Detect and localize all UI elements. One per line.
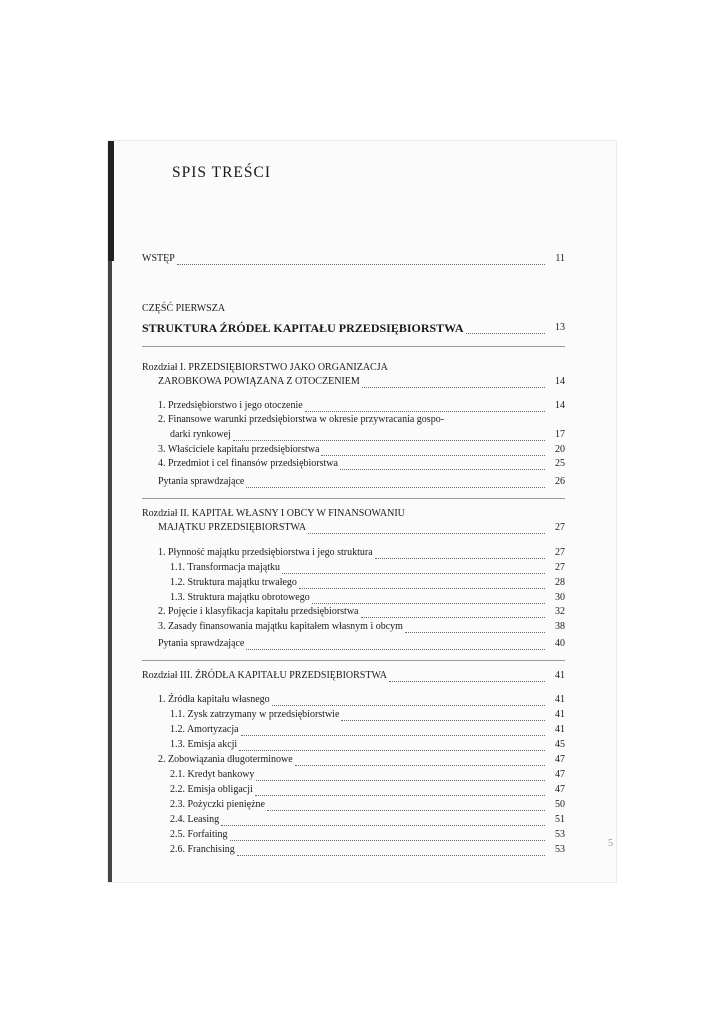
dot-leader [256, 771, 545, 781]
dot-leader [466, 324, 545, 334]
dot-leader [239, 741, 545, 751]
dot-leader [295, 756, 545, 766]
toc-entry-page: 27 [555, 522, 565, 533]
toc-entry-label: MAJĄTKU PRZEDSIĘBIORSTWA [158, 522, 307, 533]
toc-entry-label: 2.5. Forfaiting [170, 829, 228, 840]
dot-leader [255, 786, 545, 796]
toc-entry [158, 400, 565, 412]
dot-leader [362, 378, 545, 388]
dot-leader [237, 846, 545, 856]
toc-entry-page: 25 [555, 458, 565, 469]
toc-entry-label: 1.1. Zysk zatrzymany w przedsiębiorstwie [170, 709, 340, 720]
dot-leader [246, 478, 545, 488]
margin-mark: 5 [608, 838, 613, 849]
toc-entry [158, 547, 565, 559]
toc-entry-label: 1.1. Transformacja majątku [170, 562, 280, 573]
toc-entry [170, 799, 565, 811]
chapter-1-heading-cont [158, 376, 565, 388]
toc-entry [158, 606, 565, 618]
dot-leader [405, 623, 545, 633]
toc-entry-page: 40 [555, 638, 565, 649]
dot-leader [241, 726, 545, 736]
toc-entry-label: 2. Zobowiązania długoterminowe [158, 754, 293, 765]
toc-entry-questions [158, 476, 565, 488]
chapter-1-heading: Rozdział I. PRZEDSIĘBIORSTWO JAKO ORGANIZACJA [142, 362, 388, 373]
dot-leader [308, 524, 545, 534]
toc-entry [170, 709, 565, 721]
part-heading: CZĘŚĆ PIERWSZA [142, 303, 226, 314]
dot-leader [305, 402, 545, 412]
toc-entry [170, 829, 565, 841]
toc-entry [170, 562, 565, 574]
toc-entry-label: 2.3. Pożyczki pieniężne [170, 799, 265, 810]
dot-leader [177, 255, 545, 265]
dot-leader [321, 446, 545, 456]
toc-entry-page: 32 [555, 606, 565, 617]
toc-entry [170, 844, 565, 856]
toc-entry-page: 41 [555, 694, 565, 705]
dot-leader [221, 816, 545, 826]
toc-entry [170, 769, 565, 781]
toc-entry-page: 47 [555, 784, 565, 795]
dot-leader [272, 696, 545, 706]
toc-entry [170, 724, 565, 736]
chapter-3-heading [142, 670, 565, 682]
toc-entry-label: 1. Płynność majątku przedsiębiorstwa i jego struktura [158, 547, 373, 558]
toc-entry-label: Pytania sprawdzające [158, 638, 245, 649]
toc-entry-page: 17 [555, 429, 565, 440]
toc-entry-label: 1. Źródła kapitału własnego [158, 694, 270, 705]
toc-entry-label: 2.2. Emisja obligacji [170, 784, 253, 795]
toc-entry-page: 41 [555, 709, 565, 720]
toc-entry [158, 444, 565, 456]
toc-entry-page: 41 [555, 724, 565, 735]
toc-entry-label: 1. Przedsiębiorstwo i jego otoczenie [158, 400, 303, 411]
toc-entry-label: Rozdział III. ŹRÓDŁA KAPITAŁU PRZEDSIĘBIORSTWA [142, 670, 388, 681]
toc-entry-page: 27 [555, 562, 565, 573]
toc-entry [158, 754, 565, 766]
toc-entry [158, 458, 565, 470]
toc-entry-page: 26 [555, 476, 565, 487]
toc-entry-page: 41 [555, 670, 565, 681]
dot-leader [389, 672, 545, 682]
toc-entry-page: 11 [555, 253, 565, 264]
toc-entry-page: 27 [555, 547, 565, 558]
toc-entry-questions [158, 638, 565, 650]
section-divider [142, 346, 565, 347]
toc-entry [170, 739, 565, 751]
toc-entry [170, 592, 565, 604]
toc-entry [158, 694, 565, 706]
dot-leader [299, 579, 545, 589]
dot-leader [267, 801, 545, 811]
toc-entry [170, 429, 565, 441]
toc-entry-label: ZAROBKOWA POWIĄZANA Z OTOCZENIEM [158, 376, 360, 387]
toc-entry-label: 2.4. Leasing [170, 814, 220, 825]
toc-entry-page: 47 [555, 769, 565, 780]
toc-entry-page: 14 [555, 376, 565, 387]
toc-entry-label: WSTĘP [142, 253, 175, 264]
toc-entry-label: 2. Pojęcie i klasyfikacja kapitału przedsiębiorstwa [158, 606, 359, 617]
toc-entry-label: 3. Zasady finansowania majątku kapitałem własnym i obcym [158, 621, 403, 632]
toc-entry-label: 2.6. Franchising [170, 844, 235, 855]
chapter-2-heading-cont [158, 522, 565, 534]
toc-entry-part-title [142, 322, 565, 334]
toc-entry-label: 1.3. Emisja akcji [170, 739, 238, 750]
toc-entry-page: 14 [555, 400, 565, 411]
toc-entry-page: 20 [555, 444, 565, 455]
dot-leader [340, 460, 545, 470]
toc-entry [170, 814, 565, 826]
toc-entry-label: 4. Przedmiot i cel finansów przedsiębiorstwa [158, 458, 338, 469]
toc-entry-intro [142, 253, 565, 265]
toc-entry [170, 577, 565, 589]
dot-leader [230, 831, 546, 841]
toc-entry-label: 1.3. Struktura majątku obrotowego [170, 592, 310, 603]
toc-entry-label: Pytania sprawdzające [158, 476, 245, 487]
chapter-2-heading: Rozdział II. KAPITAŁ WŁASNY I OBCY W FINANSOWANIU [142, 508, 405, 519]
toc-entry [170, 784, 565, 796]
toc-entry-page: 38 [555, 621, 565, 632]
toc-entry-page: 51 [555, 814, 565, 825]
page-spine-dark-edge [108, 141, 114, 261]
toc-entry-label: 1.2. Amortyzacja [170, 724, 239, 735]
toc-entry-page: 47 [555, 754, 565, 765]
toc-entry-page: 50 [555, 799, 565, 810]
dot-leader [341, 711, 545, 721]
dot-leader [233, 431, 545, 441]
toc-entry-page: 28 [555, 577, 565, 588]
toc-entry-label: 2. Finansowe warunki przedsiębiorstwa w okresie przywracania gospo- [158, 414, 445, 425]
toc-entry-page: 53 [555, 844, 565, 855]
dot-leader [361, 608, 546, 618]
toc-entry-label: darki rynkowej [170, 429, 231, 440]
toc-entry-page: 30 [555, 592, 565, 603]
toc-entry [158, 621, 565, 633]
toc-entry-label: 2.1. Kredyt bankowy [170, 769, 255, 780]
toc-entry-label: 1.2. Struktura majątku trwałego [170, 577, 297, 588]
section-divider [142, 660, 565, 661]
toc-entry-label: STRUKTURA ŹRÓDEŁ KAPITAŁU PRZEDSIĘBIORSTWA [142, 321, 464, 335]
toc-entry-page: 45 [555, 739, 565, 750]
toc-entry-page: 13 [555, 322, 565, 333]
toc-entry-label: 3. Właściciele kapitału przedsiębiorstwa [158, 444, 320, 455]
toc-entry [158, 414, 565, 426]
toc-entry-page: 53 [555, 829, 565, 840]
dot-leader [375, 549, 545, 559]
dot-leader [312, 594, 545, 604]
dot-leader [282, 564, 545, 574]
section-divider [142, 498, 565, 499]
page-title: SPIS TREŚCI [172, 164, 272, 181]
dot-leader [246, 640, 545, 650]
